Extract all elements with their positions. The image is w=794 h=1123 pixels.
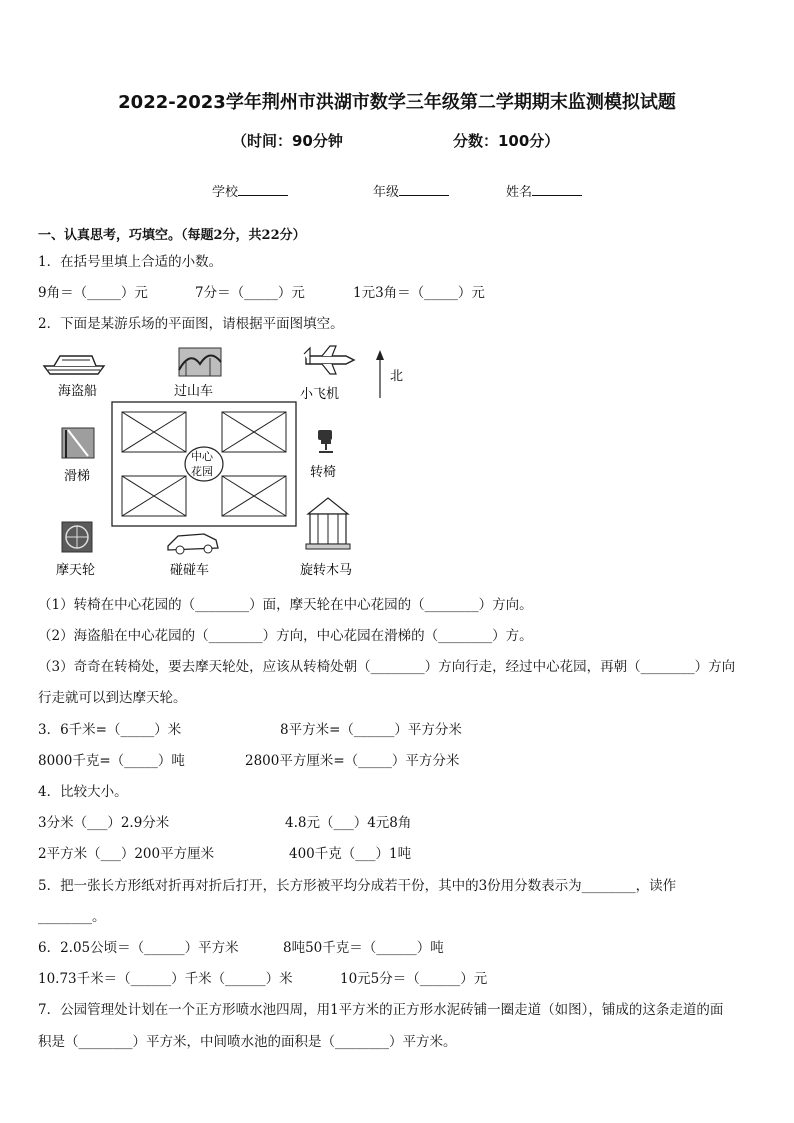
lawn-bottom-right — [222, 476, 286, 516]
q2-stem: 2．下面是某游乐场的平面图，请根据平面图填空。 — [38, 316, 344, 332]
label-roller-coaster: 过山车 — [174, 384, 214, 399]
name-field[interactable] — [506, 181, 582, 200]
q4-a: 3分米（___）2.9分米 — [38, 815, 170, 831]
q4-b: 4.8元（___）4元8角 — [285, 815, 412, 831]
q2-p3b: 行走就可以到达摩天轮。 — [38, 690, 187, 706]
roller-coaster-icon — [179, 348, 221, 376]
lawn-bottom-left — [122, 476, 186, 516]
name-blank[interactable] — [532, 183, 582, 196]
label-north: 北 — [390, 369, 404, 384]
q4-c: 2平方米（___）200平方厘米 — [38, 846, 215, 862]
lawn-top-right — [222, 412, 286, 452]
slide-icon — [62, 428, 94, 458]
exam-title: 2022-2023学年荆州市洪湖市数学三年级第二学期期末监测模拟试题 — [118, 92, 676, 113]
label-pirate-ship: 海盗船 — [58, 384, 98, 399]
q5-a: 5．把一张长方形纸对折再对折后打开，长方形被平均分成若干份，其中的3份用分数表示为________，读作 — [38, 878, 677, 894]
label-chair: 转椅 — [310, 465, 337, 480]
q1-c: 1元3角＝（_____）元 — [353, 285, 485, 301]
q3-b: 8平方米=（______）平方分米 — [280, 722, 462, 738]
lawn-top-left — [122, 412, 186, 452]
bumper-car-icon — [168, 534, 218, 554]
q6-d: 10元5分＝（______）元 — [340, 971, 488, 987]
label-bumper-car: 碰碰车 — [170, 563, 210, 578]
school-label: 学校 — [212, 185, 239, 200]
swivel-chair-icon — [318, 430, 333, 452]
q1-b: 7分＝（_____）元 — [195, 285, 305, 301]
label-garden-2: 花园 — [191, 465, 213, 478]
q3-d: 2800平方厘米=（_____）平方分米 — [245, 753, 460, 769]
q2-p2: （2）海盗船在中心花园的（________）方向，中心花园在滑梯的（________）方。 — [38, 628, 533, 644]
name-label: 姓名 — [506, 185, 533, 200]
q4-stem: 4．比较大小。 — [38, 784, 128, 800]
q3-c: 8000千克=（_____）吨 — [38, 753, 185, 769]
plane-icon — [304, 346, 354, 374]
q2-p1: （1）转椅在中心花园的（________）面，摩天轮在中心花园的（________）方向。 — [38, 597, 533, 613]
school-field[interactable] — [212, 181, 288, 200]
score-label: 分数：100分） — [453, 132, 560, 150]
school-blank[interactable] — [238, 183, 288, 196]
q5-b: ________。 — [38, 909, 106, 925]
q1-stem: 1．在括号里填上合适的小数。 — [38, 254, 223, 270]
q4-d: 400千克（___）1吨 — [289, 846, 412, 862]
q3-a: 3．6千米=（_____）米 — [38, 722, 182, 738]
park-map — [38, 342, 428, 582]
q6-b: 8吨50千克＝（______）吨 — [283, 940, 444, 956]
time-label: （时间：90分钟 — [232, 132, 343, 150]
q1-a: 9角＝（_____）元 — [38, 285, 148, 301]
grade-label: 年级 — [373, 185, 400, 200]
grade-field[interactable] — [373, 181, 449, 200]
q2-p3a: （3）奇奇在转椅处，要去摩天轮处，应该从转椅处朝（________）方向行走，经过中心花园，再朝（________）方向 — [38, 659, 736, 675]
q6-c: 10.73千米＝（______）千米（______）米 — [38, 971, 293, 987]
label-plane: 小飞机 — [300, 387, 340, 402]
label-slide: 滑梯 — [64, 469, 91, 484]
label-carousel: 旋转木马 — [300, 563, 353, 578]
grade-blank[interactable] — [399, 183, 449, 196]
q6-a: 6．2.05公顷＝（______）平方米 — [38, 940, 239, 956]
label-garden-1: 中心 — [191, 450, 213, 463]
label-ferris: 摩天轮 — [56, 563, 96, 578]
ferris-wheel-icon — [62, 522, 92, 552]
q7-b: 积是（________）平方米，中间喷水池的面积是（________）平方米。 — [38, 1034, 457, 1050]
pirate-ship-icon — [44, 356, 104, 374]
carousel-icon — [306, 498, 350, 549]
q7-a: 7．公园管理处计划在一个正方形喷水池四周，用1平方米的正方形水泥砖铺一圈走道（如图），铺成的这条走道的面 — [38, 1002, 724, 1018]
section-heading: 一、认真思考，巧填空。（每题2分，共22分） — [38, 228, 306, 243]
north-arrow-icon — [376, 350, 384, 398]
